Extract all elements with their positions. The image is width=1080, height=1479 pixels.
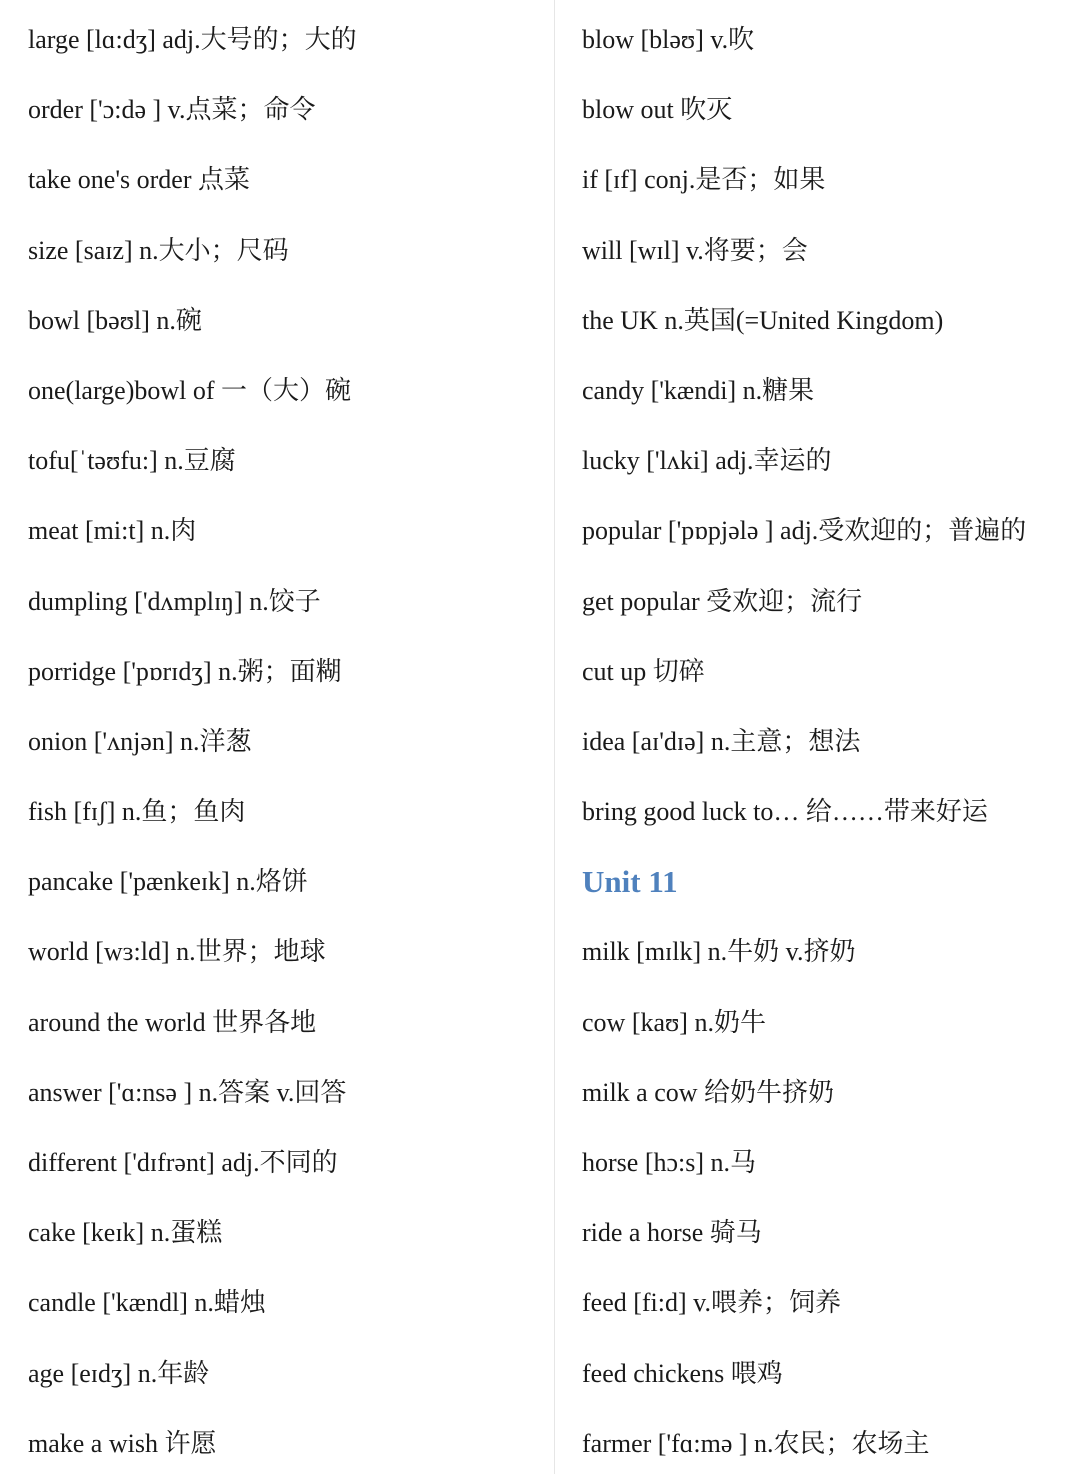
vocab-entry: ride a horse 骑马: [582, 1218, 762, 1248]
vocab-entry: size [saɪz] n.大小；尺码: [28, 235, 289, 265]
vocab-entry: take one's order 点菜: [28, 165, 251, 195]
column-divider: [554, 0, 555, 1474]
vocab-entry: meat [mi:t] n.肉: [28, 516, 197, 546]
vocab-entry: if [ɪf] conj.是否；如果: [582, 165, 826, 195]
vocab-entry: cake [keɪk] n.蛋糕: [28, 1218, 223, 1248]
vocab-entry: milk a cow 给奶牛挤奶: [582, 1077, 835, 1107]
vocab-entry: age [eɪdʒ] n.年龄: [28, 1358, 210, 1388]
vocab-entry: bring good luck to… 给……带来好运: [582, 797, 988, 827]
vocab-entry: milk [mɪlk] n.牛奶 v.挤奶: [582, 937, 856, 967]
vocab-entry: will [wɪl] v.将要；会: [582, 235, 808, 265]
vocab-entry: fish [fɪʃ] n.鱼；鱼肉: [28, 797, 246, 827]
vocab-entry: make a wish 许愿: [28, 1428, 217, 1458]
left-vocabulary-column: [28, 5, 548, 1479]
vocab-entry: candy ['kændi] n.糖果: [582, 375, 815, 405]
vocab-entry: order ['ɔ:də ] v.点菜；命令: [28, 95, 316, 125]
vocab-entry: porridge ['pɒrɪdʒ] n.粥；面糊: [28, 656, 342, 686]
vocab-entry: feed [fi:d] v.喂养；饲养: [582, 1288, 841, 1318]
vocab-entry: bowl [bəʊl] n.碗: [28, 305, 202, 335]
vocab-entry: blow out 吹灭: [582, 95, 733, 125]
right-vocabulary-column: [582, 5, 1076, 1479]
vocab-entry: feed chickens 喂鸡: [582, 1358, 783, 1388]
vocab-entry: horse [hɔ:s] n.马: [582, 1148, 757, 1177]
vocab-entry: candle ['kændl] n.蜡烛: [28, 1288, 266, 1318]
vocab-entry: around the world 世界各地: [28, 1007, 317, 1037]
vocab-entry: get popular 受欢迎；流行: [582, 586, 863, 616]
vocab-entry: cow [kaʊ] n.奶牛: [582, 1007, 766, 1037]
vocab-entry: tofu[ˈtəʊfu:] n.豆腐: [28, 446, 236, 476]
vocab-entry: lucky ['lʌki] adj.幸运的: [582, 446, 832, 476]
vocab-entry: one(large)bowl of 一（大）碗: [28, 375, 352, 405]
vocab-entry: onion ['ʌnjən] n.洋葱: [28, 726, 252, 756]
vocab-entry: large [lɑ:dʒ] adj.大号的；大的: [28, 25, 357, 54]
unit-heading: Unit 11: [582, 864, 678, 900]
vocab-entry: idea [aɪ'dɪə] n.主意；想法: [582, 726, 861, 756]
vocab-entry: answer ['ɑ:nsə ] n.答案 v.回答: [28, 1077, 347, 1107]
vocab-entry: blow [bləʊ] v.吹: [582, 25, 755, 54]
vocab-entry: dumpling ['dʌmplɪŋ] n.饺子: [28, 586, 321, 616]
vocab-entry: cut up 切碎: [582, 656, 705, 686]
vocab-entry: the UK n.英国(=United Kingdom): [582, 305, 944, 335]
vocab-entry: world [wɜ:ld] n.世界；地球: [28, 937, 326, 967]
vocab-entry: pancake ['pænkeɪk] n.烙饼: [28, 867, 308, 897]
vocab-entry: popular ['pɒpjələ ] adj.受欢迎的；普遍的: [582, 516, 1027, 546]
vocab-entry: different ['dɪfrənt] adj.不同的: [28, 1148, 338, 1177]
vocab-entry: farmer ['fɑ:mə ] n.农民；农场主: [582, 1428, 930, 1458]
